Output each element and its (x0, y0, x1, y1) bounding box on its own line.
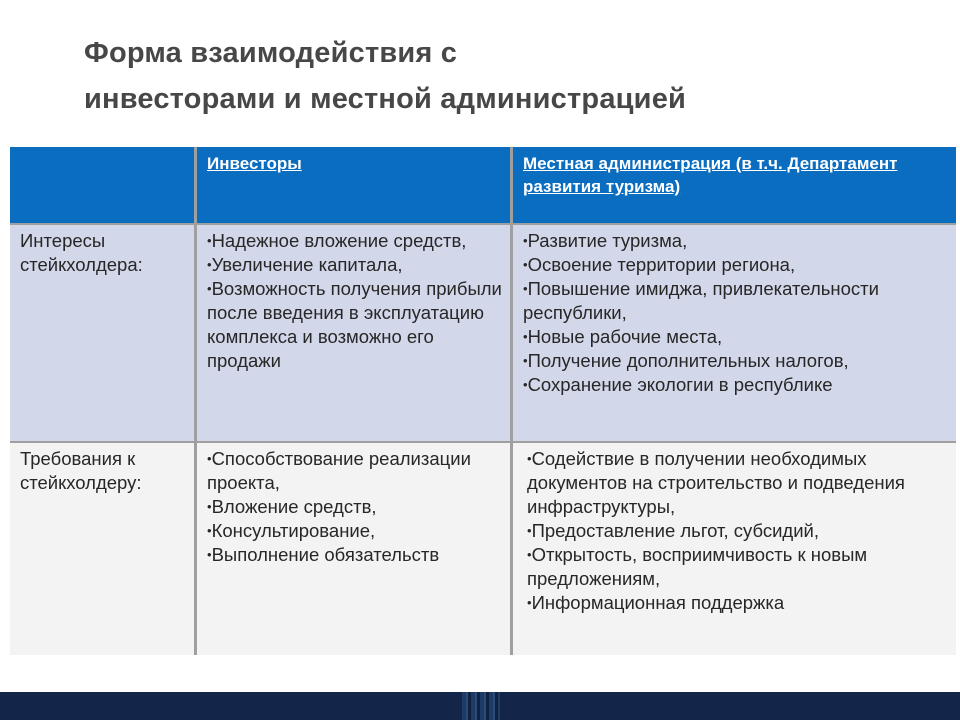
requirements-administration-list (513, 443, 956, 655)
bullet-item: • Выполнение обязательств (207, 543, 502, 567)
bullet-item: • Информационная поддержка (527, 591, 948, 615)
slide-title-line-1: Форма взаимодействия с (84, 37, 458, 69)
bullet-item: • Увеличение капитала, (207, 253, 502, 277)
bullet-item: • Способствование реализации проекта, (207, 447, 502, 495)
row-label-requirements: Требования к стейкхолдеру: (10, 443, 194, 655)
bullet-item: • Получение дополнительных налогов, (523, 349, 948, 373)
footer-accent (462, 692, 500, 720)
bullet-item: • Предоставление льгот, субсидий, (527, 519, 948, 543)
bullet-item: • Сохранение экологии в республике (523, 373, 948, 397)
slide-title (84, 30, 884, 122)
stakeholder-table (10, 147, 956, 655)
header-cell-administration: Местная администрация (в т.ч. Департамент развития туризма) (513, 147, 956, 223)
header-cell-investors: Инвесторы (197, 147, 510, 223)
bullet-item: • Содействие в получении необходимых документов на строительство и подведения инфраструктуры, (527, 447, 948, 519)
bullet-item: • Развитие туризма, (523, 229, 948, 253)
bullet-item: • Надежное вложение средств, (207, 229, 502, 253)
interests-investors-list (197, 225, 510, 441)
requirements-investors-list (197, 443, 510, 655)
bullet-item: • Возможность получения прибыли после введения в эксплуатацию комплекса и возможно его продажи (207, 277, 502, 373)
row-label-interests: Интересы стейкхолдера: (10, 225, 194, 441)
bullet-item: • Открытость, восприимчивость к новым предложениям, (527, 543, 948, 591)
bullet-item: • Повышение имиджа, привлекательности республики, (523, 277, 948, 325)
bullet-item: • Новые рабочие места, (523, 325, 948, 349)
interests-administration-list (513, 225, 956, 441)
header-cell-empty (10, 147, 194, 223)
bullet-item: • Консультирование, (207, 519, 502, 543)
bullet-item: • Освоение территории региона, (523, 253, 948, 277)
slide-title-line-2: инвесторами и местной администрацией (84, 83, 687, 115)
bullet-item: • Вложение средств, (207, 495, 502, 519)
